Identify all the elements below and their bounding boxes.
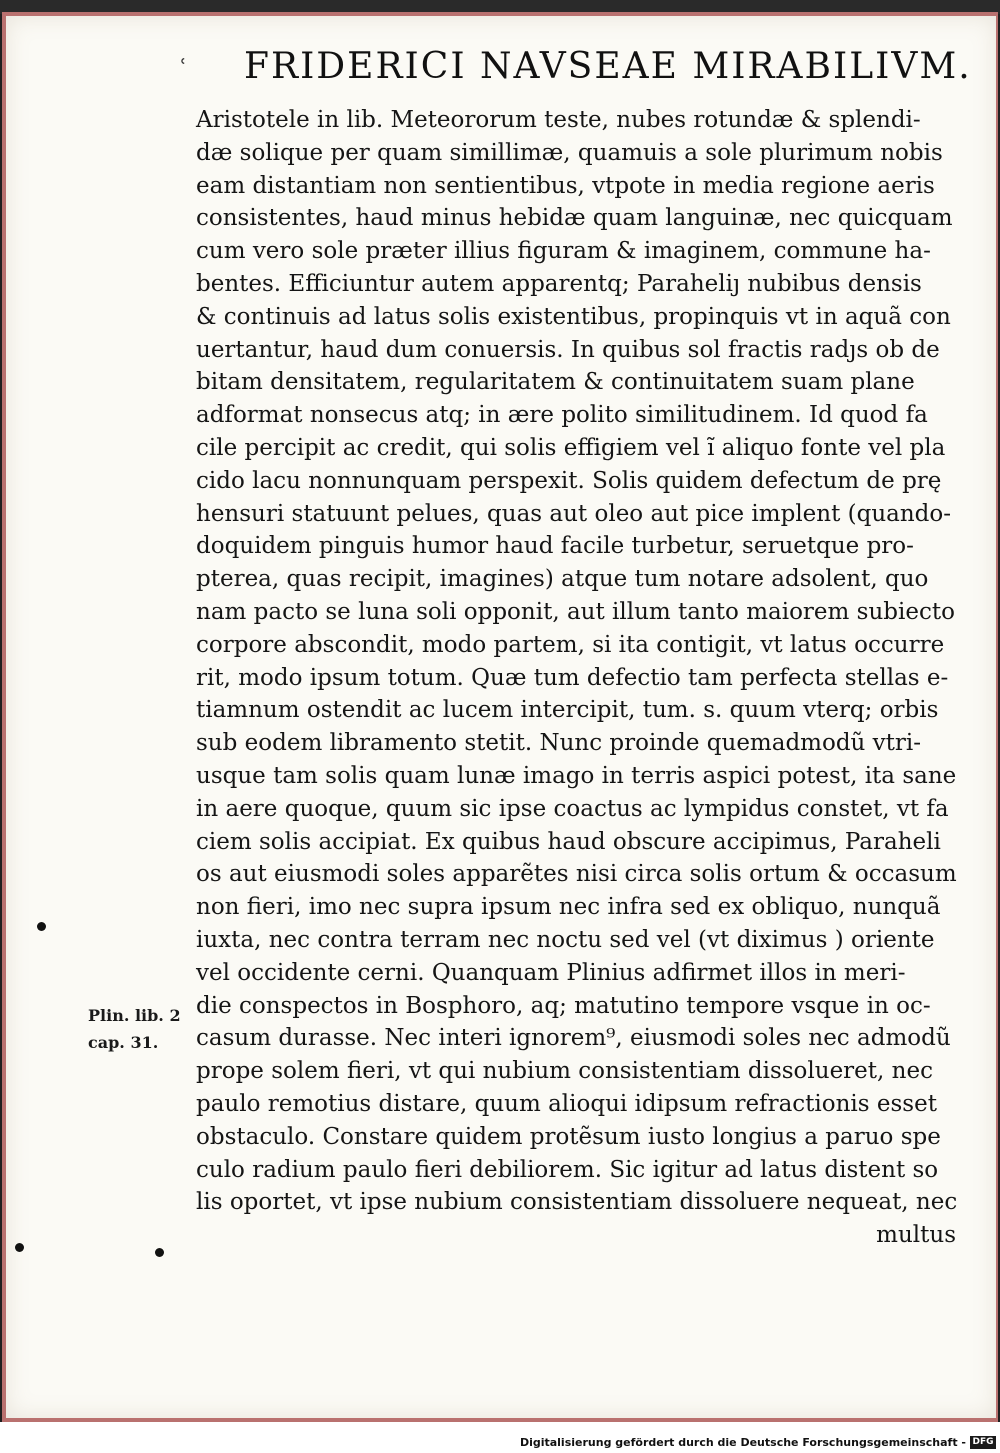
text-line: tiamnum ostendit ac lucem intercipit, tum. s. quum vterq; orbis [196,697,939,724]
ink-dot [37,922,46,931]
text-line: lis oportet, vt ipse nubium consistentiam dissoluere nequeat, nec [196,1189,958,1216]
marginal-note-line: cap. 31. [88,1033,159,1052]
text-line: casum durasse. Nec interi ignorem⁹, eiusmodi soles nec admodũ [196,1025,951,1052]
text-line: uertantur, haud dum conuersis. In quibus sol fractis radȷs ob de [196,336,940,363]
text-line: cum vero sole præter illius figuram & imaginem, commune ha- [196,238,931,265]
text-line: bitam densitatem, regularitatem & continuitatem suam plane [196,369,915,396]
body-text [196,104,968,1252]
ink-dot [15,1243,24,1252]
text-line: pterea, quas recipit, imagines) atque tum notare adsolent, quo [196,566,929,593]
text-line: sub eodem libramento stetit. Nunc proinde quemadmodũ vtri- [196,730,922,757]
text-line: dæ solique per quam simillimæ, quamuis a sole plurimum nobis [196,139,943,166]
text-line: usque tam solis quam lunæ imago in terris aspici potest, ita sane [196,762,957,789]
text-line: adformat nonsecus atq; in ære polito similitudinem. Id quod fa [196,402,928,429]
text-line: rit, modo ipsum totum. Quæ tum defectio tam perfecta stellas e- [196,664,949,691]
text-line: & continuis ad latus solis existentibus, propinquis vt in aquã con [196,303,951,330]
text-line: ciem solis accipiat. Ex quibus haud obscure accipimus, Paraheli [196,828,941,855]
text-line: obstaculo. Constare quidem protẽsum iusto longius a paruo spe [196,1123,941,1150]
text-line: Aristotele in lib. Meteororum teste, nubes rotundæ & splendi- [196,107,921,133]
text-line: die conspectos in Bosphoro, aq; matutino tempore vsque in oc- [196,992,931,1019]
text-line: iuxta, nec contra terram nec noctu sed vel (vt diximus ) oriente [196,926,935,953]
running-head: FRIDERICI NAVSEAE MIRABILIVM. [244,46,972,87]
text-line: non fieri, imo nec supra ipsum nec infra sed ex obliquo, nunquã [196,894,941,921]
text-line: eam distantiam non sentientibus, vtpote in media regione aeris [196,172,935,199]
text-line: in aere quoque, quum sic ipse coactus ac lympidus constet, vt fa [196,795,949,822]
text-line: hensuri statuunt pelues, quas aut oleo aut pice implent (quando- [196,500,952,527]
marginal-note-line: Plin. lib. 2 [88,1006,181,1025]
corner-mark: ʿ [180,56,187,81]
text-line: doquidem pinguis humor haud facile turbetur, seruetque pro- [196,533,914,560]
text-line: consistentes, haud minus hebidæ quam languinæ, nec quicquam [196,205,953,232]
text-line: culo radium paulo fieri debiliorem. Sic igitur ad latus distent so [196,1156,939,1183]
text-line: corpore abscondit, modo partem, si ita contigit, vt latus occurre [196,631,945,658]
text-line: prope solem fieri, vt qui nubium consistentiam dissolueret, nec [196,1058,933,1085]
text-line: os aut eiusmodi soles apparẽtes nisi circa solis ortum & occasum [196,861,957,888]
text-line: paulo remotius distare, quum alioqui idipsum refractionis esset [196,1090,937,1117]
text-line: nam pacto se luna soli opponit, aut illum tanto maiorem subiecto [196,598,955,625]
text-line: cido lacu nonnunquam perspexit. Solis quidem defectum de prę [196,467,942,494]
text-line: vel occidente cerni. Quanquam Plinius adfirmet illos in meri- [196,959,906,986]
marginal-note [88,1002,198,1056]
ink-dot [155,1248,164,1257]
catchword: multus [876,1222,956,1249]
footer-credit: Digitalisierung gefördert durch die Deutsche Forschungsgemeinschaft - [519,1436,966,1449]
text-line: cile percipit ac credit, qui solis effigiem vel ĩ aliquo fonte vel pla [196,434,946,461]
dfg-logo: DFG [970,1436,996,1449]
text-line: bentes. Efficiuntur autem apparentq; Paraheliȷ nubibus densis [196,270,922,297]
